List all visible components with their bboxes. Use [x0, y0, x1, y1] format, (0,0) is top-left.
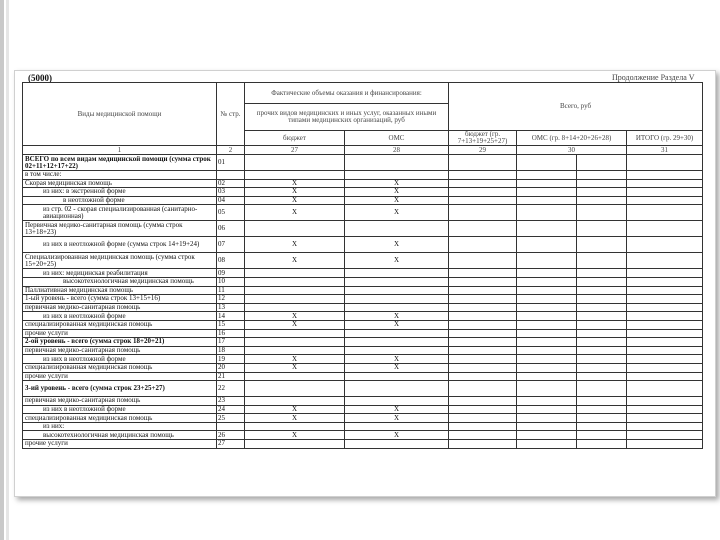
cell-oms-total-b [577, 414, 627, 423]
cell-oms-total-a [517, 295, 577, 304]
row-label: 2-ой уровень - всего (сумма строк 18+20+21) [23, 338, 217, 347]
cell-oms-total-a [517, 363, 577, 372]
cell-budget [245, 422, 345, 431]
table-row [23, 286, 703, 295]
cell-oms-total-b [577, 286, 627, 295]
cell-oms [345, 372, 449, 381]
cell-oms-total-b [577, 312, 627, 321]
table-row [23, 277, 703, 286]
cell-itogo [627, 221, 703, 237]
col-fact-header: Фактические объемы оказания и финансирования: [245, 83, 449, 104]
col-number-29: 29 [449, 146, 517, 155]
cell-oms-total-b [577, 397, 627, 406]
cell-budget: X [245, 320, 345, 329]
row-number: 02 [217, 179, 245, 188]
left-border-bar [0, 0, 4, 540]
table-row [23, 205, 703, 221]
col-number-31: 31 [627, 146, 703, 155]
row-number: 04 [217, 196, 245, 205]
row-number: 22 [217, 381, 245, 397]
cell-budget-total [449, 188, 517, 197]
cell-itogo [627, 381, 703, 397]
cell-oms-total-a [517, 286, 577, 295]
cell-budget: X [245, 312, 345, 321]
cell-budget-total [449, 431, 517, 440]
cell-oms-total-b [577, 188, 627, 197]
row-label: специализированная медицинская помощь [23, 414, 217, 423]
cell-oms [345, 397, 449, 406]
cell-budget-total [449, 355, 517, 364]
cell-budget [245, 338, 345, 347]
row-label: из них: медицинская реабилитация [23, 269, 217, 278]
row-number [217, 171, 245, 180]
cell-itogo [627, 329, 703, 338]
cell-budget-total [449, 329, 517, 338]
row-number: 11 [217, 286, 245, 295]
cell-oms-total-b [577, 179, 627, 188]
cell-itogo [627, 346, 703, 355]
cell-oms: X [345, 179, 449, 188]
row-label: прочие услуги [23, 372, 217, 381]
cell-oms [345, 221, 449, 237]
row-label: из них: [23, 422, 217, 431]
row-number: 26 [217, 431, 245, 440]
table-row [23, 221, 703, 237]
cell-oms [345, 329, 449, 338]
cell-oms-total-b [577, 269, 627, 278]
cell-budget: X [245, 205, 345, 221]
cell-budget: X [245, 196, 345, 205]
cell-budget: X [245, 355, 345, 364]
cell-oms: X [345, 205, 449, 221]
cell-itogo [627, 363, 703, 372]
cell-oms-total-b [577, 277, 627, 286]
cell-budget [245, 372, 345, 381]
cell-oms-total-b [577, 205, 627, 221]
cell-budget-total [449, 253, 517, 269]
table-row [23, 295, 703, 304]
col-total-header: Всего, руб [449, 83, 703, 131]
row-number: 20 [217, 363, 245, 372]
cell-itogo [627, 405, 703, 414]
cell-budget: X [245, 237, 345, 253]
cell-budget-total [449, 372, 517, 381]
row-label: из них в неотложной форме (сумма строк 14+19+24) [23, 237, 217, 253]
cell-oms-total-b [577, 431, 627, 440]
cell-oms-total-a [517, 196, 577, 205]
row-label: из них в неотложной форме [23, 355, 217, 364]
continuation-label: Продолжение Раздела V [612, 73, 695, 82]
table-row [23, 397, 703, 406]
cell-oms-total-b [577, 253, 627, 269]
cell-budget-total [449, 422, 517, 431]
row-label: прочие услуги [23, 329, 217, 338]
left-border-bar-light [6, 0, 9, 540]
col-oms-total-header: ОМС (гр. 8+14+20+26+28) [517, 131, 627, 146]
cell-budget-total [449, 237, 517, 253]
table-row [23, 405, 703, 414]
cell-oms-total-b [577, 329, 627, 338]
cell-itogo [627, 205, 703, 221]
cell-budget [245, 269, 345, 278]
cell-oms [345, 422, 449, 431]
cell-oms-total-a [517, 312, 577, 321]
form-code: (5000) [28, 73, 52, 83]
table-row [23, 196, 703, 205]
cell-oms-total-b [577, 440, 627, 449]
cell-oms-total-b [577, 381, 627, 397]
row-label: 1-ый уровень - всего (сумма строк 13+15+16) [23, 295, 217, 304]
cell-budget [245, 397, 345, 406]
cell-oms [345, 381, 449, 397]
row-label: первичная медико-санитарная помощь [23, 346, 217, 355]
cell-budget [245, 277, 345, 286]
cell-budget-total [449, 320, 517, 329]
row-number: 12 [217, 295, 245, 304]
cell-oms: X [345, 363, 449, 372]
table-row [23, 269, 703, 278]
cell-itogo [627, 431, 703, 440]
table-row [23, 237, 703, 253]
cell-oms-total-a [517, 253, 577, 269]
cell-itogo [627, 179, 703, 188]
cell-itogo [627, 269, 703, 278]
table-row [23, 253, 703, 269]
cell-itogo [627, 253, 703, 269]
row-number: 10 [217, 277, 245, 286]
cell-oms-total-a [517, 422, 577, 431]
row-number: 25 [217, 414, 245, 423]
table-row [23, 179, 703, 188]
cell-budget-total [449, 397, 517, 406]
cell-budget-total [449, 312, 517, 321]
cell-itogo [627, 237, 703, 253]
row-number: 23 [217, 397, 245, 406]
table-row [23, 372, 703, 381]
cell-budget-total [449, 269, 517, 278]
table-body [23, 155, 703, 449]
cell-itogo [627, 277, 703, 286]
cell-budget: X [245, 188, 345, 197]
cell-budget: X [245, 414, 345, 423]
cell-budget: X [245, 253, 345, 269]
cell-budget-total [449, 286, 517, 295]
table-row [23, 188, 703, 197]
row-number [217, 422, 245, 431]
medical-care-table [22, 82, 703, 449]
table-row [23, 440, 703, 449]
row-label: специализированная медицинская помощь [23, 320, 217, 329]
cell-itogo [627, 196, 703, 205]
cell-oms-total-a [517, 329, 577, 338]
cell-oms [345, 269, 449, 278]
cell-oms-total-a [517, 171, 577, 180]
cell-oms-total-a [517, 221, 577, 237]
cell-budget-total [449, 363, 517, 372]
col-itogo-header: ИТОГО (гр. 29+30) [627, 131, 703, 146]
cell-oms [345, 346, 449, 355]
row-label: из них в неотложной форме [23, 405, 217, 414]
row-number: 24 [217, 405, 245, 414]
table-row [23, 312, 703, 321]
row-number: 15 [217, 320, 245, 329]
row-number: 17 [217, 338, 245, 347]
cell-budget: X [245, 179, 345, 188]
cell-budget [245, 286, 345, 295]
row-number: 19 [217, 355, 245, 364]
cell-budget-total [449, 381, 517, 397]
cell-oms [345, 440, 449, 449]
cell-oms [345, 155, 449, 171]
cell-oms-total-a [517, 381, 577, 397]
cell-oms-total-a [517, 346, 577, 355]
cell-oms-total-b [577, 405, 627, 414]
cell-oms: X [345, 253, 449, 269]
cell-oms-total-a [517, 414, 577, 423]
row-label: высокотехнологичная медицинская помощь [23, 431, 217, 440]
cell-oms-total-b [577, 155, 627, 171]
cell-oms: X [345, 320, 449, 329]
cell-budget: X [245, 405, 345, 414]
row-label: прочие услуги [23, 440, 217, 449]
table-row [23, 381, 703, 397]
cell-oms-total-a [517, 205, 577, 221]
cell-oms-total-a [517, 277, 577, 286]
cell-itogo [627, 188, 703, 197]
cell-oms [345, 295, 449, 304]
row-number: 05 [217, 205, 245, 221]
row-label: Специализированная медицинская помощь (сумма строк 15+20+25) [23, 253, 217, 269]
cell-budget-total [449, 277, 517, 286]
cell-budget-total [449, 338, 517, 347]
cell-budget-total [449, 221, 517, 237]
cell-oms-total-b [577, 221, 627, 237]
table-row [23, 422, 703, 431]
row-label: 3-ий уровень - всего (сумма строк 23+25+27) [23, 381, 217, 397]
cell-budget-total [449, 171, 517, 180]
cell-itogo [627, 286, 703, 295]
col-number-28: 28 [345, 146, 449, 155]
cell-oms-total-b [577, 363, 627, 372]
cell-oms: X [345, 237, 449, 253]
cell-itogo [627, 372, 703, 381]
row-label: первичная медико-санитарная помощь [23, 303, 217, 312]
col-number-2: 2 [217, 146, 245, 155]
cell-oms-total-b [577, 338, 627, 347]
row-number: 27 [217, 440, 245, 449]
cell-itogo [627, 171, 703, 180]
col-fact-sub-header: прочих видов медицинских и иных услуг, оказанных иными типами медицинских организаций, руб [245, 104, 449, 131]
cell-itogo [627, 295, 703, 304]
row-number: 21 [217, 372, 245, 381]
cell-oms-total-a [517, 320, 577, 329]
table-row [23, 303, 703, 312]
cell-oms-total-b [577, 346, 627, 355]
cell-budget-total [449, 303, 517, 312]
cell-budget [245, 329, 345, 338]
cell-oms [345, 171, 449, 180]
row-label: из них: в экстренной форме [23, 188, 217, 197]
cell-oms-total-a [517, 188, 577, 197]
row-number: 07 [217, 237, 245, 253]
cell-oms-total-a [517, 179, 577, 188]
cell-oms: X [345, 188, 449, 197]
cell-oms-total-a [517, 440, 577, 449]
cell-oms-total-a [517, 355, 577, 364]
cell-oms [345, 303, 449, 312]
row-label: из стр. 02 - скорая специализированная (санитарно-авиационная) [23, 205, 217, 221]
row-number: 03 [217, 188, 245, 197]
cell-oms-total-b [577, 295, 627, 304]
cell-oms-total-a [517, 338, 577, 347]
table-row [23, 355, 703, 364]
cell-itogo [627, 397, 703, 406]
col-budget-total-header: бюджет (гр. 7+13+19+25+27) [449, 131, 517, 146]
cell-budget [245, 381, 345, 397]
cell-budget [245, 155, 345, 171]
cell-budget [245, 295, 345, 304]
cell-budget: X [245, 363, 345, 372]
col-num-header: № стр. [217, 83, 245, 146]
cell-budget-total [449, 414, 517, 423]
cell-oms-total-a [517, 269, 577, 278]
row-number: 08 [217, 253, 245, 269]
table-row [23, 414, 703, 423]
cell-budget [245, 303, 345, 312]
col-oms-header: ОМС [345, 131, 449, 146]
cell-budget-total [449, 440, 517, 449]
row-number: 06 [217, 221, 245, 237]
cell-budget-total [449, 205, 517, 221]
cell-oms: X [345, 431, 449, 440]
cell-budget: X [245, 431, 345, 440]
cell-oms: X [345, 414, 449, 423]
cell-oms: X [345, 355, 449, 364]
cell-itogo [627, 422, 703, 431]
cell-oms [345, 277, 449, 286]
table-row [23, 320, 703, 329]
cell-itogo [627, 312, 703, 321]
cell-oms: X [345, 405, 449, 414]
row-label: в неотложной форме [23, 196, 217, 205]
cell-itogo [627, 440, 703, 449]
table-row [23, 363, 703, 372]
table-row [23, 171, 703, 180]
row-number: 13 [217, 303, 245, 312]
cell-budget-total [449, 295, 517, 304]
cell-budget [245, 171, 345, 180]
cell-itogo [627, 155, 703, 171]
col-budget-header: бюджет [245, 131, 345, 146]
cell-oms [345, 286, 449, 295]
cell-itogo [627, 414, 703, 423]
row-number: 16 [217, 329, 245, 338]
row-number: 01 [217, 155, 245, 171]
cell-budget [245, 440, 345, 449]
cell-oms-total-b [577, 355, 627, 364]
cell-oms-total-a [517, 237, 577, 253]
cell-budget-total [449, 179, 517, 188]
table-row [23, 346, 703, 355]
cell-budget-total [449, 196, 517, 205]
table-row [23, 338, 703, 347]
row-number: 18 [217, 346, 245, 355]
table-row [23, 329, 703, 338]
row-label: Паллиативная медицинская помощь [23, 286, 217, 295]
cell-itogo [627, 338, 703, 347]
cell-itogo [627, 303, 703, 312]
cell-oms-total-b [577, 372, 627, 381]
table-row [23, 431, 703, 440]
cell-oms-total-a [517, 155, 577, 171]
cell-oms-total-b [577, 171, 627, 180]
table-row [23, 155, 703, 171]
row-label: высокотехнологичная медицинская помощь [23, 277, 217, 286]
row-label: в том числе: [23, 171, 217, 180]
cell-budget-total [449, 405, 517, 414]
cell-budget-total [449, 346, 517, 355]
cell-oms: X [345, 196, 449, 205]
cell-itogo [627, 320, 703, 329]
row-label: Скорая медицинская помощь [23, 179, 217, 188]
cell-oms-total-b [577, 320, 627, 329]
row-label: Первичная медико-санитарная помощь (сумма строк 13+18+23) [23, 221, 217, 237]
cell-oms [345, 338, 449, 347]
col-number-1: 1 [23, 146, 217, 155]
cell-budget [245, 346, 345, 355]
row-label: первичная медико-санитарная помощь [23, 397, 217, 406]
col-types-header: Виды медицинской помощи [23, 83, 217, 146]
col-number-30: 30 [517, 146, 627, 155]
row-label: специализированная медицинская помощь [23, 363, 217, 372]
cell-oms-total-a [517, 372, 577, 381]
cell-oms-total-a [517, 303, 577, 312]
cell-oms-total-a [517, 397, 577, 406]
row-number: 14 [217, 312, 245, 321]
row-number: 09 [217, 269, 245, 278]
cell-oms-total-a [517, 405, 577, 414]
row-label: из них в неотложной форме [23, 312, 217, 321]
cell-oms-total-a [517, 431, 577, 440]
cell-oms: X [345, 312, 449, 321]
cell-oms-total-b [577, 303, 627, 312]
cell-oms-total-b [577, 237, 627, 253]
cell-budget-total [449, 155, 517, 171]
cell-oms-total-b [577, 196, 627, 205]
cell-itogo [627, 355, 703, 364]
cell-budget [245, 221, 345, 237]
cell-oms-total-b [577, 422, 627, 431]
col-number-27: 27 [245, 146, 345, 155]
row-label: ВСЕГО по всем видам медицинской помощи (сумма строк 02+11+12+17+22) [23, 155, 217, 171]
